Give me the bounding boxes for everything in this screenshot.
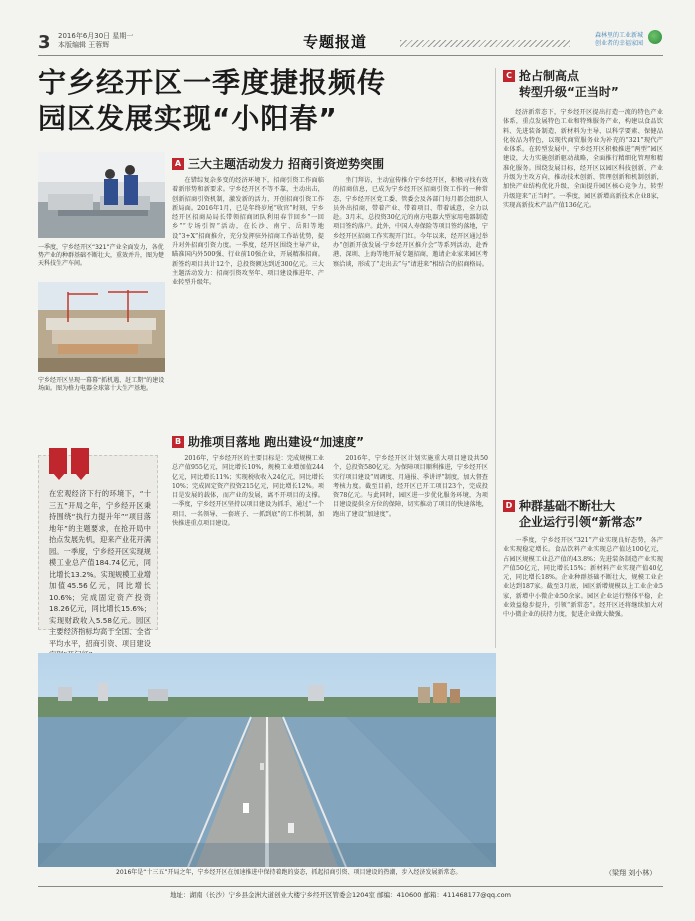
section-a-title: 三大主题活动发力 招商引资逆势突围 <box>188 157 385 171</box>
section-d-column <box>503 536 663 862</box>
page-footer: 地址：湖南（长沙）宁乡县金洲大道创业大楼宁乡经开区管委会1204室 邮编：410600 邮箱：411468177@qq.com <box>170 891 511 899</box>
header-ornament <box>400 40 570 47</box>
page-header <box>38 28 663 56</box>
page-number: 3 <box>38 32 51 53</box>
slogan-line-2: 创业者的幸福家园 <box>594 40 643 47</box>
section-c-tag: C <box>503 70 515 82</box>
section-a-column-1 <box>172 176 324 420</box>
section-b-title: 助推项目落地 跑出建设“加速度” <box>188 435 364 449</box>
section-b-tag: B <box>172 436 184 448</box>
column-divider <box>495 68 496 648</box>
headline-line-1: 宁乡经开区一季度捷报频传 <box>38 66 387 99</box>
header-divider <box>38 55 663 56</box>
quote-mark-icon <box>71 448 89 474</box>
section-b-paragraph-2: 2016年，宁乡经开区计划实施重大项目建设共50个，总投资580亿元。为保障项目顺利推进，宁乡经开区实行项目建设“周调度、月通报、季讲评”制度，加大督查考核力度。截至目前，经开区已开工项目23个，完成投资78亿元。与此同时，园区进一步优化服务环境，为项目建设提供全方位的保障，切实推动了项目的快速落地，跑出了建设“加速度”。 <box>333 455 488 518</box>
section-b-paragraph-1: 2016年，宁乡经开区的主要目标是：完成规模工业总产值955亿元，同比增长10%，规模工业增加值244亿元，同比增长11%；实现税收收入24亿元，同比增长10%；完成固定资产投资215亿元，同比增长12%。项目是发展的载体，而产业的发展，离不开项目的支撑。一季度，宁乡经开区坚持以项目建设为抓手，通过“一个项目、一名领导、一套班子、一抓到底”的工作机制，加快推进重点项目建设。 <box>172 455 324 528</box>
park-logo-icon <box>648 30 662 44</box>
section-c-title-line-1: 抢占制高点 <box>519 69 580 83</box>
footer-divider <box>38 886 663 887</box>
section-d-tag: D <box>503 500 515 512</box>
editor-line: 本版编辑 王蓉辉 <box>58 41 110 49</box>
section-title: 专题报道 <box>303 33 368 51</box>
quote-mark-icon <box>49 448 67 474</box>
section-c-title-line-2: 转型升级“正当时” <box>519 85 619 99</box>
slogan-line-1: 森林里的工业新城 <box>594 32 643 39</box>
section-b-column-2 <box>333 454 488 640</box>
photo-bridge-aerial <box>38 653 496 867</box>
photo-caption-1: 一季度，宁乡经开区“321”产业全面发力，各优势产业的种群基础不断壮大，重效并升，图为楚天科技生产车间。 <box>38 244 165 267</box>
quote-text: 在宏观经济下行的环境下，“十三五”开局之年，宁乡经开区秉持围绕“执行力提升年”“项目落地年”的主题要求，在抢开局中抬点发展先机，迎来产业花开满园。一季度，宁乡经开区实现规模工业总产值184.74亿元，同比增长13.2%。实现规模工业增加值45.56亿元，同比增长10.6%；完成固定资产投资18.26亿元，同比增长15.6%；实现财政收入5.58亿元。园区主要经济指标均高于全国、全省平均水平，招商引资、项目建设 <box>49 489 151 648</box>
section-a-header <box>172 156 492 172</box>
section-c-paragraph: 经济新常态下，宁乡经开区提出打造一流的特色产业体系，重点发展特色工业和特殊服务产业，构建以食品饮料、先进装备制造、新材料为主导、以科学要素、保健品化妆品为特色，以现代商贸服务业为补充的“321”现代产业体系。在转型发展中，宁乡经开区积极推进“两型”园区建设，大力实施创新驱动战略，全面推行精细化管理和精准化服务。围绕发展目标，经开区以园区科技创新、产业升级为主攻方向，推动技术创新、管理创新和机制创新，加快产业结构优化升级，全面提升园区核心竞争力，转型升级迎来“正当时”。一季度，园区新增高新技术企业8家，实现高新技术产品产值136亿元。 <box>503 109 663 209</box>
issue-info <box>58 32 133 50</box>
section-c-column <box>503 108 663 488</box>
photo-caption-2: 宁乡经开区呈现一幕幕“抓机遇、赶工期”的建设场面。图为格力电器全球第十大生产基地。 <box>38 377 165 392</box>
header-slogan <box>591 32 643 48</box>
section-b-header <box>172 434 492 450</box>
section-d-title <box>519 498 643 530</box>
section-d-title-line-2: 企业运行引领“新常态” <box>519 515 643 529</box>
section-a-paragraph-2: 坐门拜访，主动宣传推介宁乡经开区，积极寻找有效的招商信息，已成为宁乡经开区招商引资工作的一种常态，宁乡经开区党工委、管委会及各部门每月都会组织人员外出招商，带着产业、带着项目、带着诚意，全力以赴。3月末，总投资30亿元的南方电器大型家用电器制造项目签约落户。此外，中国人寿保险等项目签约落地，宁乡经开区招商工作实现开门红。今年以来，经开区通过举办“创新开放发展·宁乡经开区推介会”等系列活动，赴香港、深圳、上海等地开展专题招商，邀请企业家来园区考察洽谈，形成了“走出去”与“请进来”相结合的招商格局。 <box>333 177 488 268</box>
section-c-title <box>519 68 619 100</box>
bridge-photo-caption: 2016年是“十三五”开局之年，宁乡经开区在加速推进中保持着跑的姿态，抓起招商引资、项目建设的热潮，步入经济发展新常态。 <box>116 869 462 876</box>
headline-line-2: 园区发展实现“小阳春” <box>38 102 338 135</box>
section-b-column-1 <box>172 454 324 640</box>
photo-construction-site <box>38 282 165 372</box>
section-a-tag: A <box>172 158 184 170</box>
section-a-paragraph-1: 在错综复杂多变的经济环境下，招商引资工作面临着新形势和新要求。宁乡经开区不等不靠，主动出击，创新招商引资机制，激发新的活力，开创招商引资工作新局面。2016年1月，已是年终岁尾“收官”时刻，宁乡经开区招商局局长带领招商团队利用春节回乡“一回乡”“专场引智”活动，在长沙、南宁、岳阳等地设“3+X”招商推介，充分发挥驻外招商工作站优势，提升对外招商引资力度。一季度，经开区围绕主导产业，瞄准国内外500强、行业前10强企业，开展精准招商。新签约项目共计12个，总投资额达到近300亿元。三大主题活动发力：招商引资攻坚年、项目建设推进年、产业转型升级年。 <box>172 177 324 287</box>
section-c-header <box>503 68 663 100</box>
author-byline: （梁翔 刘小林） <box>605 869 657 877</box>
issue-date: 2016年6月30日 星期一 <box>58 32 134 40</box>
section-d-header <box>503 498 663 530</box>
highlight-quote-box <box>38 455 158 648</box>
photo-factory-workers <box>38 152 165 238</box>
section-a-column-2 <box>333 176 488 420</box>
main-headline <box>38 65 488 137</box>
section-d-title-line-1: 种群基础不断壮大 <box>519 499 616 513</box>
section-d-paragraph: 一季度，宁乡经开区“321”产业实现良好态势，各产业实现稳定增长。食品饮料产业实现总产值达100亿元，占园区规模工业总产值的43.8%；先进装备制造产业实现产值50亿元，同比增长15%；新材料产业实现产值40亿元，同比增长18%。企业种群基础不断壮大，规模工业企业达到187家。截至3月底，园区新增规模以上工业企业5家，新增中小微企业50余家。园区企业运行整体平稳，企业效益稳步提升，引领“新常态”。经开区还将继续加大对中小微企业的扶持力度，促进企业做大做强。 <box>503 537 663 619</box>
